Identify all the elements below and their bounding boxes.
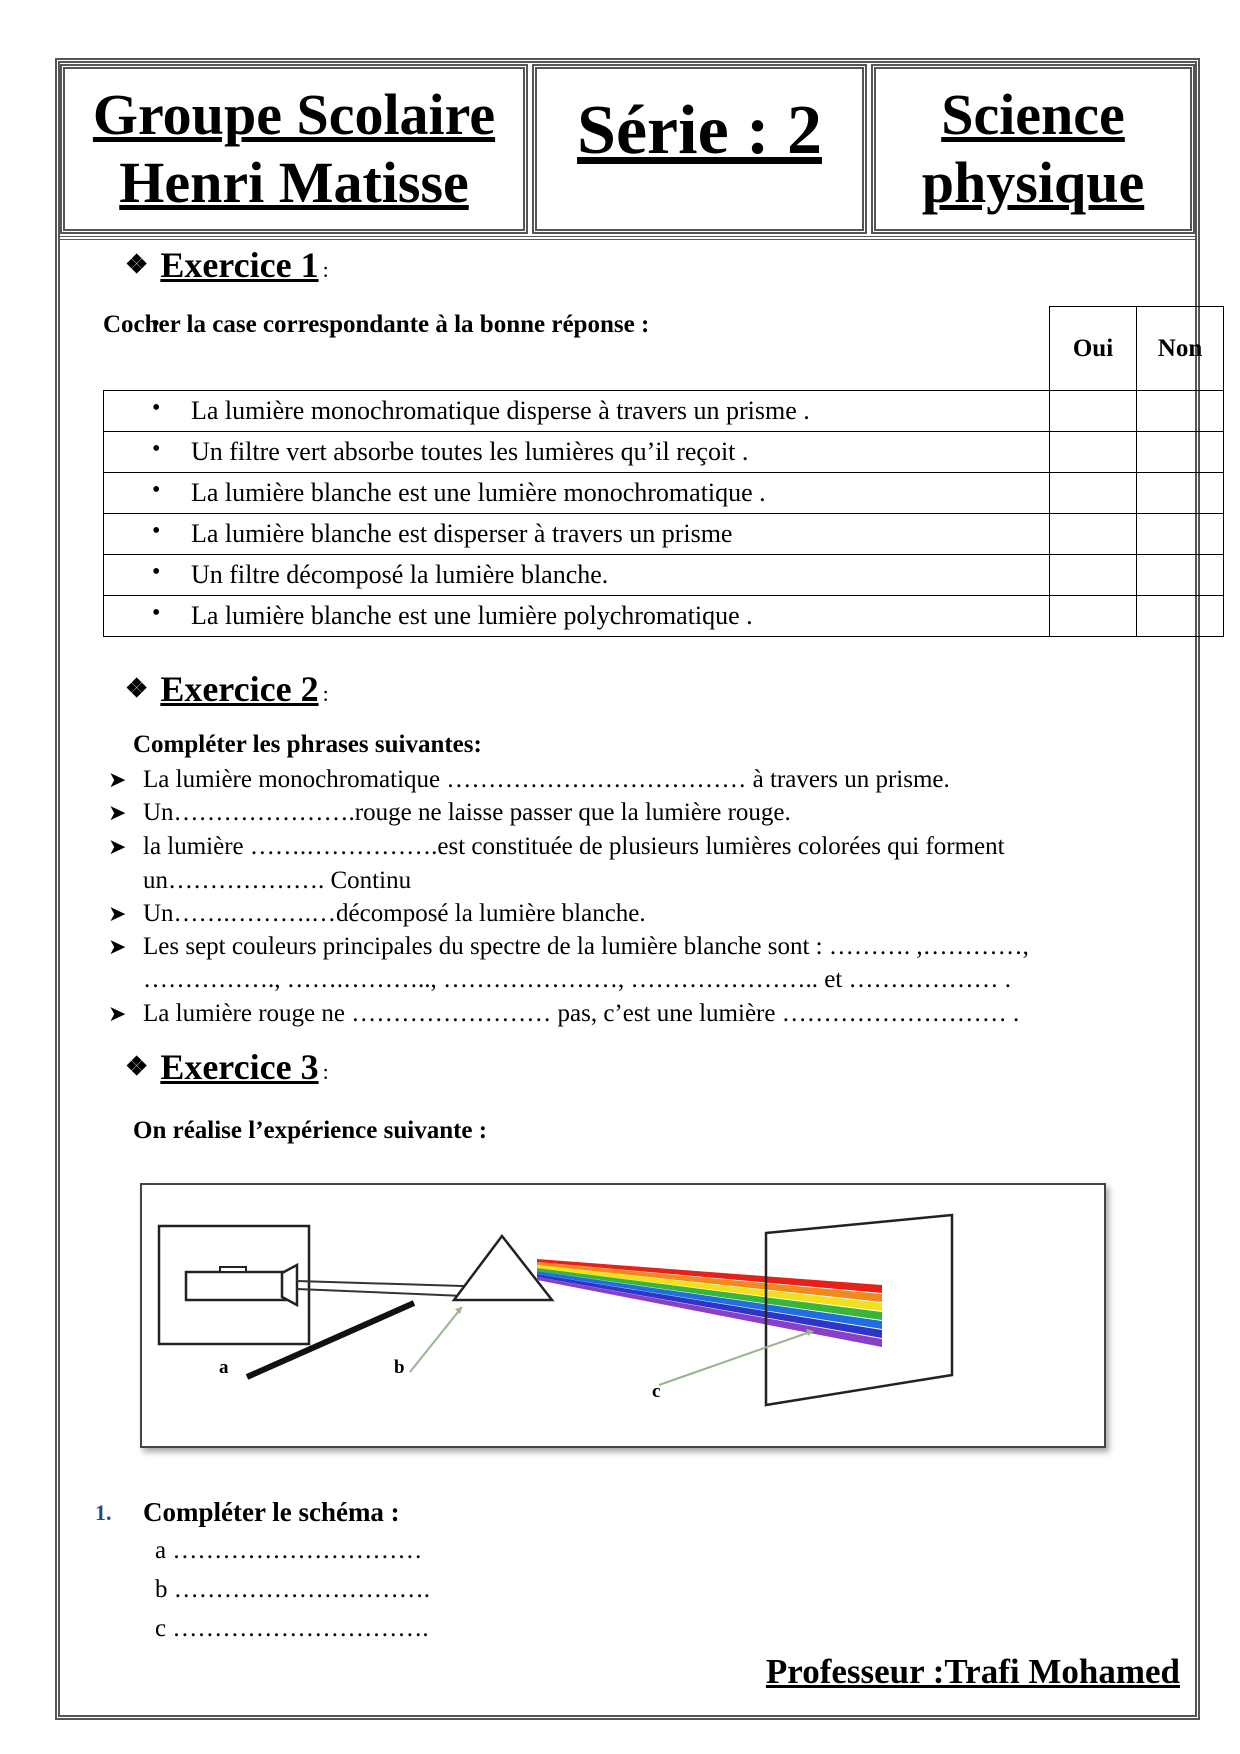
table-row <box>104 555 1224 596</box>
column-header-non: Non <box>1137 307 1224 391</box>
checkbox-oui[interactable] <box>1050 432 1137 473</box>
table-row <box>104 514 1224 555</box>
exercise-1-instruction: Cocher la case correspondante à la bonne réponse : <box>103 311 650 338</box>
statement-text: Un filtre vert absorbe toutes les lumières qu’il reçoit . <box>191 437 749 466</box>
exercise-1-colon: : <box>322 257 329 282</box>
sentence-text[interactable]: un………………. Continu <box>143 867 412 894</box>
exercise-2-instruction: Compléter les phrases suivantes: <box>133 731 482 758</box>
lamp-lens <box>282 1265 297 1305</box>
exercise-3-colon: : <box>322 1059 329 1084</box>
series-label: Série : 2 <box>577 92 822 169</box>
sentence-text[interactable]: La lumière rouge ne …………………… pas, c’est une lumière ……………………… . <box>143 1000 1020 1027</box>
header-separator <box>60 236 1195 240</box>
subject-name <box>871 64 1195 234</box>
checkbox-non[interactable] <box>1137 514 1224 555</box>
lamp-body <box>186 1272 286 1300</box>
sentence-text[interactable]: la lumière …….…………….est constituée de plusieurs lumières colorées qui forment <box>143 833 1005 860</box>
checkbox-non[interactable] <box>1137 473 1224 514</box>
school-line-2: Henri Matisse <box>119 150 469 215</box>
school-name <box>60 64 528 234</box>
series-title <box>532 64 867 234</box>
exercise-3-instruction: On réalise l’expérience suivante : <box>133 1117 488 1144</box>
exercise-3-title <box>125 1046 329 1088</box>
arrow-bullet-icon: ➤ <box>108 767 127 792</box>
checkbox-oui[interactable] <box>1050 391 1137 432</box>
statement-text: La lumière blanche est disperser à travers un prisme <box>191 519 733 548</box>
arrow-bullet-icon: ➤ <box>108 934 127 959</box>
question-title: Compléter le schéma : <box>143 1497 400 1527</box>
answer-b[interactable]: b …………………………. <box>155 1576 430 1603</box>
diamond-bullet-icon: ❖ <box>125 674 149 703</box>
checkbox-oui[interactable] <box>1050 514 1137 555</box>
checkbox-oui[interactable] <box>1050 555 1137 596</box>
label-c: c <box>652 1381 661 1402</box>
checkbox-non[interactable] <box>1137 391 1224 432</box>
column-header-oui: Oui <box>1050 307 1137 391</box>
pointer-b <box>410 1307 462 1372</box>
table-header-blank <box>104 307 1050 391</box>
exercise-2-title <box>125 668 329 710</box>
qcm-table <box>103 306 1224 637</box>
table-row <box>104 473 1224 514</box>
statement-text: La lumière monochromatique disperse à travers un prisme . <box>191 396 810 425</box>
label-a: a <box>219 1357 229 1378</box>
sentence-text[interactable]: La lumière monochromatique ……………………………… à travers un prisme. <box>143 766 950 793</box>
exercise-2-label: Exercice 2 <box>160 669 319 709</box>
answer-a[interactable]: a ………………………… <box>155 1537 423 1564</box>
table-row <box>104 432 1224 473</box>
subject-line-2: physique <box>921 150 1145 215</box>
statement-text: Un filtre décomposé la lumière blanche. <box>191 560 609 589</box>
label-b: b <box>394 1357 405 1378</box>
arrow-bullet-icon: ➤ <box>108 901 127 926</box>
spectrum-rays <box>537 1259 882 1347</box>
arrow-bullet-icon: ➤ <box>108 800 127 825</box>
checkbox-non[interactable] <box>1137 555 1224 596</box>
line-a <box>247 1303 414 1377</box>
sentence-text[interactable]: Les sept couleurs principales du spectre de la lumière blanche sont : ………. ,…………, <box>143 933 1029 960</box>
sentence-text[interactable]: Un…….……….…décomposé la lumière blanche. <box>143 900 646 927</box>
checkbox-non[interactable] <box>1137 596 1224 637</box>
header <box>60 64 1195 242</box>
subject-line-1: Science <box>941 82 1125 147</box>
diagram-svg <box>142 1185 1104 1446</box>
exercise-1-label: Exercice 1 <box>160 245 319 285</box>
arrow-bullet-icon: ➤ <box>108 1001 127 1026</box>
pointer-c <box>659 1332 810 1385</box>
table-row <box>104 391 1224 432</box>
sentence-text[interactable]: Un………………….rouge ne laisse passer que la lumière rouge. <box>143 799 791 826</box>
checkbox-non[interactable] <box>1137 432 1224 473</box>
checkbox-oui[interactable] <box>1050 473 1137 514</box>
diamond-bullet-icon: ❖ <box>125 250 149 279</box>
diamond-bullet-icon: ❖ <box>125 1052 149 1081</box>
answer-c[interactable]: c …………………………. <box>155 1615 429 1642</box>
prism-experiment-diagram <box>140 1183 1106 1448</box>
sentence-text[interactable]: ……………., …….……….., …………………, ………………….. et ……………… . <box>143 966 1012 993</box>
question-number: 1. <box>95 1500 112 1525</box>
exercise-2-colon: : <box>322 681 329 706</box>
arrow-bullet-icon: ➤ <box>108 834 127 859</box>
statement-text: La lumière blanche est une lumière monochromatique . <box>191 478 766 507</box>
school-line-1: Groupe Scolaire <box>92 82 496 147</box>
checkbox-oui[interactable] <box>1050 596 1137 637</box>
table-row <box>104 596 1224 637</box>
exercise-1-title <box>125 244 329 286</box>
exercise-3-label: Exercice 3 <box>160 1047 319 1087</box>
lamp-knob <box>220 1267 246 1272</box>
statement-text: La lumière blanche est une lumière polychromatique . <box>191 601 753 630</box>
professor-name: Professeur :Trafi Mohamed <box>765 1652 1180 1691</box>
